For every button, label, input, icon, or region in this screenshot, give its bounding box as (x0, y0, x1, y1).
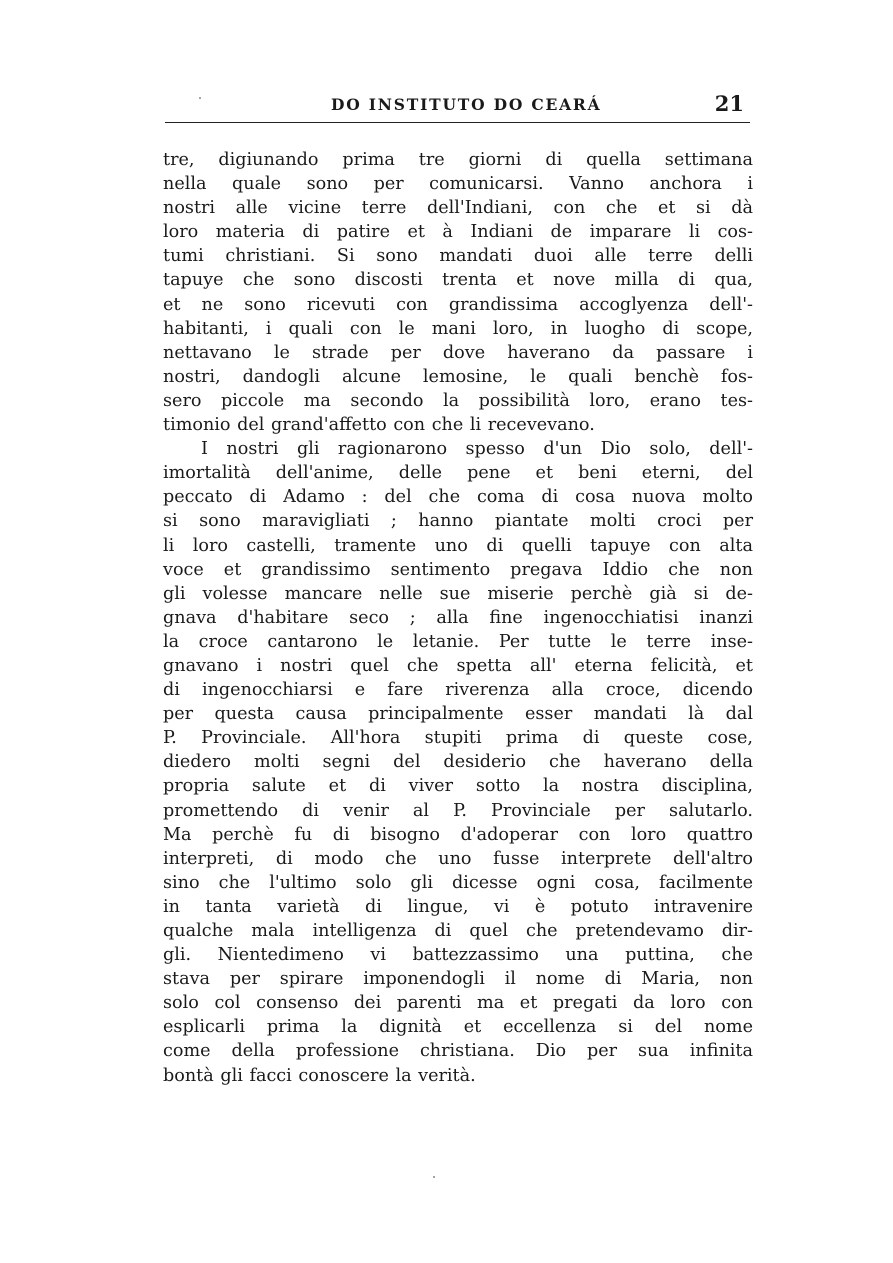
paragraph-2 (163, 437, 753, 1088)
text-line: nettavano le strade per dove haverano da passare i (163, 342, 753, 363)
text-line: loro materia di patire et à Indiani de imparare li cos- (163, 222, 753, 243)
text-line: gnava d'habitare seco ; alla fine ingenocchiatisi inanzi (163, 607, 753, 628)
text-line: gli volesse mancare nelle sue miserie perchè già si de- (163, 583, 753, 604)
text-line: solo col consenso dei parenti ma et pregati da loro con (163, 993, 753, 1014)
text-line: propria salute et di viver sotto la nostra disciplina, (163, 776, 753, 797)
text-line: in tanta varietà di lingue, vi è potuto intravenire (163, 896, 753, 917)
text-line: P. Provinciale. All'hora stupiti prima di queste cose, (163, 728, 753, 749)
text-line: qualche mala intelligenza di quel che pretendevamo dir- (163, 921, 753, 941)
text-line: tapuye che sono discosti trenta et nove milla di qua, (163, 270, 753, 291)
text-line: esplicarli prima la dignità et eccellenza si del nome (163, 1017, 753, 1038)
text-line: li loro castelli, tramente uno di quelli tapuye con alta (163, 535, 753, 556)
text-line: et ne sono ricevuti con grandissima accoglyenza dell'- (163, 294, 753, 315)
text-line: di ingenocchiarsi e fare riverenza alla croce, dicendo (163, 680, 753, 701)
print-speck (433, 1176, 435, 1178)
text-line: I nostri gli ragionarono spesso d'un Dio solo, dell'- (201, 439, 753, 460)
text-line: sino che l'ultimo solo gli dicesse ogni cosa, facilmente (163, 872, 753, 893)
text-line: stava per spirare imponendogli il nome di Maria, non (163, 969, 753, 990)
text-line: tre, digiunando prima tre giorni di quella settimana (163, 150, 753, 170)
text-line: interpreti, di modo che uno fusse interprete dell'altro (163, 848, 753, 869)
text-line: nostri, dandogli alcune lemosine, le quali benchè fos- (163, 366, 753, 387)
text-line: peccato di Adamo : del che coma di cosa nuova molto (163, 487, 753, 508)
text-line: gnavano i nostri quel che spetta all' eterna felicità, et (163, 655, 753, 676)
text-line: habitanti, i quali con le mani loro, in luogho di scope, (163, 318, 753, 339)
text-line: come della professione christiana. Dio per sua infinita (163, 1041, 753, 1062)
running-title: DO INSTITUTO DO CEARÁ (331, 95, 602, 114)
text-line: bontà gli facci conoscere la verità. (163, 1065, 476, 1086)
running-head (165, 92, 750, 123)
text-line: si sono maravigliati ; hanno piantate molti croci per (163, 511, 753, 532)
page-number: 21 (714, 91, 744, 116)
text-line: gli. Nientedimeno vi battezzassimo una puttina, che (163, 945, 753, 966)
text-line: promettendo di venir al P. Provinciale per salutarlo. (163, 800, 753, 821)
text-line: voce et grandissimo sentimento pregava Iddio che non (163, 559, 753, 580)
text-line: Ma perchè fu di bisogno d'adoperar con loro quattro (163, 824, 753, 845)
text-line: la croce cantarono le letanie. Per tutte le terre inse- (163, 631, 753, 652)
paragraph-1 (163, 148, 753, 437)
body-text (163, 148, 753, 1088)
text-line: sero piccole ma secondo la possibilità loro, erano tes- (163, 390, 753, 411)
text-line: nostri alle vicine terre dell'Indiani, con che et si dà (163, 198, 753, 219)
text-line: imortalità dell'anime, delle pene et beni eterni, del (163, 463, 753, 484)
text-line: per questa causa principalmente esser mandati là dal (163, 704, 753, 725)
text-line: timonio del grand'affetto con che li recevevano. (163, 415, 595, 436)
text-line: diedero molti segni del desiderio che haverano della (163, 752, 753, 773)
text-line: nella quale sono per comunicarsi. Vanno anchora i (163, 174, 753, 195)
text-line: tumi christiani. Si sono mandati duoi alle terre delli (163, 246, 753, 267)
